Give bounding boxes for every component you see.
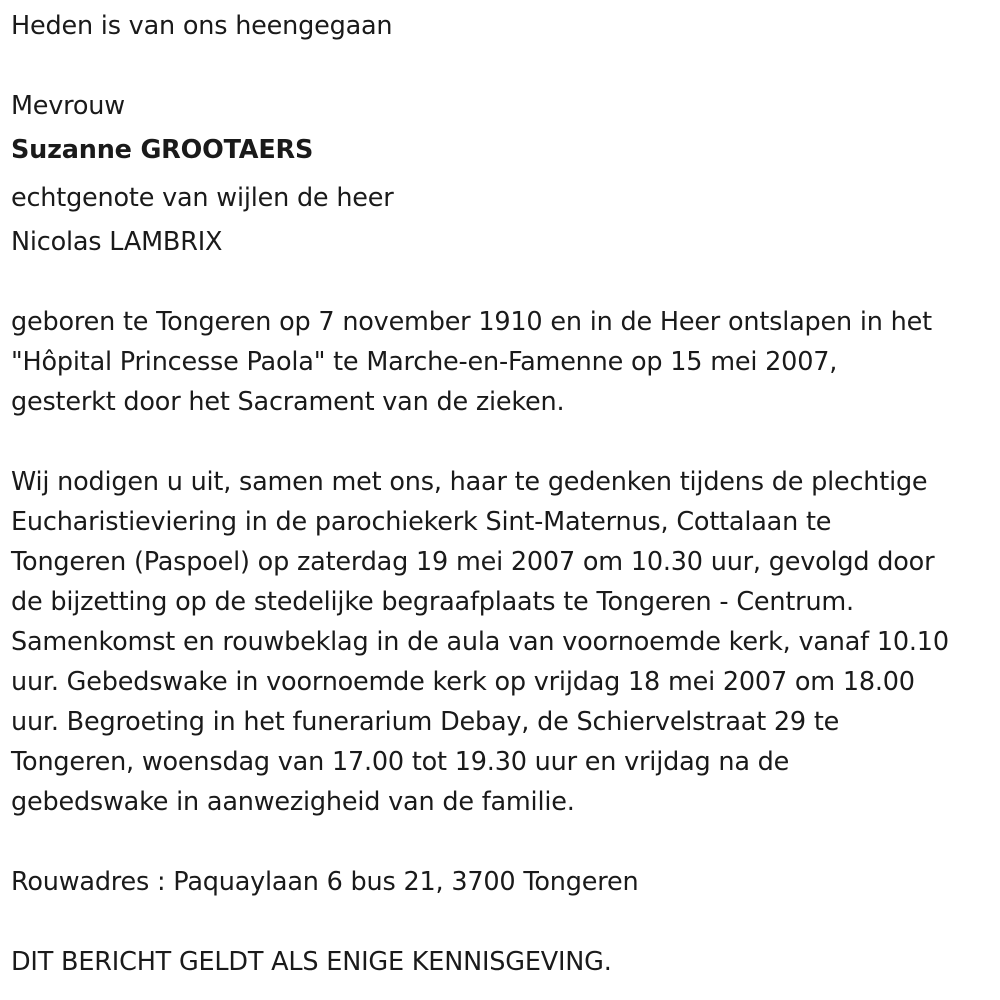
spacer — [11, 822, 996, 862]
invitation-line: Tongeren, woensdag van 17.00 tot 19.30 uur en vrijdag na de — [11, 747, 790, 777]
invitation-line: Tongeren (Paspoel) op zaterdag 19 mei 2007 om 10.30 uur, gevolgd door — [11, 547, 935, 577]
invitation-line: uur. Begroeting in het funerarium Debay, de Schiervelstraat 29 te — [11, 707, 840, 737]
invitation-line: Eucharistieviering in de parochiekerk Sint-Maternus, Cottalaan te — [11, 507, 832, 537]
birth-line: "Hôpital Princesse Paola" te Marche-en-Famenne op 15 mei 2007, — [11, 347, 838, 377]
birth-paragraph — [11, 302, 996, 422]
invitation-line: Samenkomst en rouwbeklag in de aula van voornoemde kerk, vanaf 10.10 — [11, 627, 949, 657]
honorific: Mevrouw — [11, 91, 125, 121]
closing-statement: DIT BERICHT GELDT ALS ENIGE KENNISGEVING. — [11, 947, 612, 977]
invitation-paragraph — [11, 462, 996, 822]
intro-line: Heden is van ons heengegaan — [11, 11, 393, 41]
mourning-address: Rouwadres : Paquaylaan 6 bus 21, 3700 Tongeren — [11, 867, 639, 897]
invitation-line: uur. Gebedswake in voornoemde kerk op vrijdag 18 mei 2007 om 18.00 — [11, 667, 915, 697]
spacer — [11, 46, 996, 86]
invitation-line: gebedswake in aanwezigheid van de familie. — [11, 787, 575, 817]
spacer — [11, 262, 996, 302]
spacer — [11, 902, 996, 942]
spacer — [11, 422, 996, 462]
birth-line: geboren te Tongeren op 7 november 1910 en in de Heer ontslapen in het — [11, 307, 932, 337]
relation-line: echtgenote van wijlen de heer — [11, 183, 394, 213]
invitation-line: de bijzetting op de stedelijke begraafplaats te Tongeren - Centrum. — [11, 587, 854, 617]
invitation-line: Wij nodigen u uit, samen met ons, haar te gedenken tijdens de plechtige — [11, 467, 928, 497]
obituary-notice — [11, 0, 996, 982]
spouse-name: Nicolas LAMBRIX — [11, 227, 223, 257]
birth-line: gesterkt door het Sacrament van de zieken. — [11, 387, 565, 417]
deceased-name: Suzanne GROOTAERS — [11, 135, 314, 165]
